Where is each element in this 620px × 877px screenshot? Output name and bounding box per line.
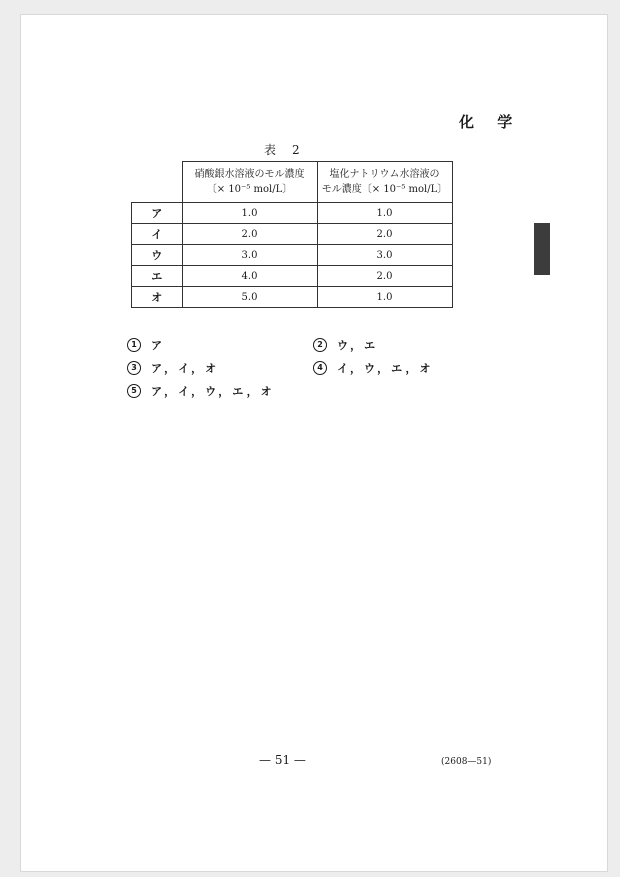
answer-option-5[interactable]	[127, 383, 275, 399]
nacl-value: 2.0	[317, 266, 452, 287]
page-number: — 51 —	[259, 753, 306, 767]
option-number-badge: 5	[127, 384, 141, 398]
option-number-badge: 1	[127, 338, 141, 352]
option-text: ア	[151, 339, 165, 352]
header-agno3-line1: 硝酸銀水溶液のモル濃度	[194, 169, 305, 180]
row-label: ウ	[132, 245, 183, 266]
table-row	[132, 224, 453, 245]
nacl-value: 3.0	[317, 245, 452, 266]
answer-option-1[interactable]	[127, 337, 165, 353]
subject-heading: 化 学	[459, 113, 522, 131]
answer-option-4[interactable]	[313, 360, 433, 376]
row-label: オ	[132, 287, 183, 308]
header-agno3-line2: 〔× 10⁻⁵ mol/L〕	[206, 184, 293, 195]
table-corner	[132, 162, 183, 203]
option-number-badge: 3	[127, 361, 141, 375]
option-number-badge: 2	[313, 338, 327, 352]
document-code: (2608—51)	[441, 757, 492, 767]
agno3-value: 4.0	[182, 266, 317, 287]
agno3-value: 5.0	[182, 287, 317, 308]
agno3-value: 3.0	[182, 245, 317, 266]
document-page	[20, 14, 608, 872]
row-label: イ	[132, 224, 183, 245]
option-text: ウ，エ	[337, 339, 379, 352]
answer-option-2[interactable]	[313, 337, 378, 353]
table-caption: 表 2	[264, 143, 302, 157]
row-label: エ	[132, 266, 183, 287]
option-text: ア，イ，オ	[151, 362, 220, 375]
header-agno3	[182, 162, 317, 203]
nacl-value: 1.0	[317, 287, 452, 308]
table-row	[132, 245, 453, 266]
header-nacl	[317, 162, 452, 203]
agno3-value: 2.0	[182, 224, 317, 245]
answer-option-3[interactable]	[127, 360, 219, 376]
nacl-value: 2.0	[317, 224, 452, 245]
header-nacl-line2: モル濃度〔× 10⁻⁵ mol/L〕	[321, 184, 448, 195]
table-row	[132, 266, 453, 287]
agno3-value: 1.0	[182, 203, 317, 224]
nacl-value: 1.0	[317, 203, 452, 224]
option-text: イ，ウ，エ，オ	[337, 362, 434, 375]
table-row	[132, 203, 453, 224]
header-nacl-line1: 塩化ナトリウム水溶液の	[329, 169, 440, 180]
concentration-table	[131, 161, 453, 308]
option-number-badge: 4	[313, 361, 327, 375]
option-text: ア，イ，ウ，エ，オ	[151, 385, 275, 398]
section-tab-marker	[534, 223, 550, 275]
table-row	[132, 287, 453, 308]
row-label: ア	[132, 203, 183, 224]
